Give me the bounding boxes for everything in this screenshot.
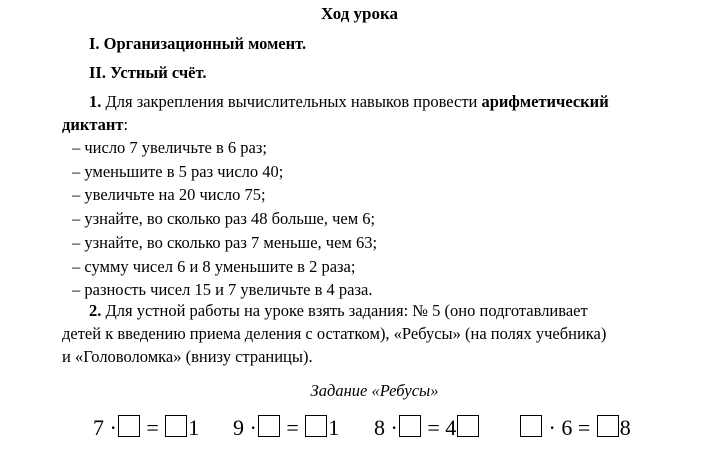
- task1-bold-term-cont: диктант: [62, 115, 124, 134]
- list-item: – разность чисел 15 и 7 увеличьте в 4 раза.: [72, 280, 373, 300]
- task2-line2: детей к введению приема деления с остатком), «Ребусы» (на полях учебника): [62, 324, 607, 343]
- task2-text-1: Для устной работы на уроке взять задания: № 5 (оно подготавливает: [105, 301, 588, 320]
- list-item: – число 7 увеличьте в 6 раз;: [72, 138, 267, 157]
- rebus-caption: Задание «Ребусы»: [310, 381, 439, 400]
- blank-box: [305, 415, 327, 437]
- task2-number: 2.: [89, 301, 102, 320]
- dictation-list: [72, 136, 377, 302]
- task2-line3: и «Головоломка» (внизу страницы).: [62, 347, 313, 366]
- rebus-part: 8: [619, 415, 631, 440]
- rebus-1: [93, 413, 199, 443]
- section-heading-oral-counting: II. Устный счёт.: [89, 63, 207, 82]
- rebus-part: 9 ·: [233, 415, 257, 440]
- task1-second-line: [62, 115, 128, 135]
- section-heading-organizational: I. Организационный момент.: [89, 34, 307, 53]
- rebus-part: 8 ·: [374, 415, 398, 440]
- rebus-2: [233, 413, 339, 443]
- list-item: – узнайте, во сколько раз 48 больше, чем 6;: [72, 209, 376, 229]
- blank-box: [165, 415, 187, 437]
- task1-first-line: [89, 92, 609, 112]
- blank-box: [597, 415, 619, 437]
- rebus-part: 7 ·: [93, 415, 117, 440]
- blank-box: [258, 415, 280, 437]
- list-item: – увеличьте на 20 число 75;: [72, 185, 266, 205]
- task1-text: Для закрепления вычислительных навыков провести: [105, 92, 478, 111]
- rebus-part: =: [146, 415, 159, 440]
- rebus-part: 1: [188, 415, 200, 440]
- list-item: – сумму чисел 6 и 8 уменьшите в 2 раза;: [72, 256, 356, 276]
- rebus-3: [374, 413, 480, 443]
- blank-box: [118, 415, 140, 437]
- task2-line1: [89, 301, 588, 321]
- page-title: Ход урока: [320, 4, 399, 23]
- blank-box: [399, 415, 421, 437]
- blank-box: [457, 415, 479, 437]
- rebus-part: = 4: [427, 415, 457, 440]
- task1-number: 1.: [89, 92, 102, 111]
- list-item: – узнайте, во сколько раз 7 меньше, чем 63;: [72, 232, 378, 252]
- rebus-part: 1: [328, 415, 340, 440]
- task1-colon: :: [123, 115, 129, 134]
- list-item: – уменьшите в 5 раз число 40;: [72, 161, 284, 181]
- rebus-part: · 6 =: [548, 415, 591, 440]
- rebus-part: =: [286, 415, 299, 440]
- rebus-4: [519, 413, 631, 443]
- blank-box: [520, 415, 542, 437]
- task1-bold-term: арифметический: [481, 92, 609, 111]
- rebus-row: [0, 413, 719, 445]
